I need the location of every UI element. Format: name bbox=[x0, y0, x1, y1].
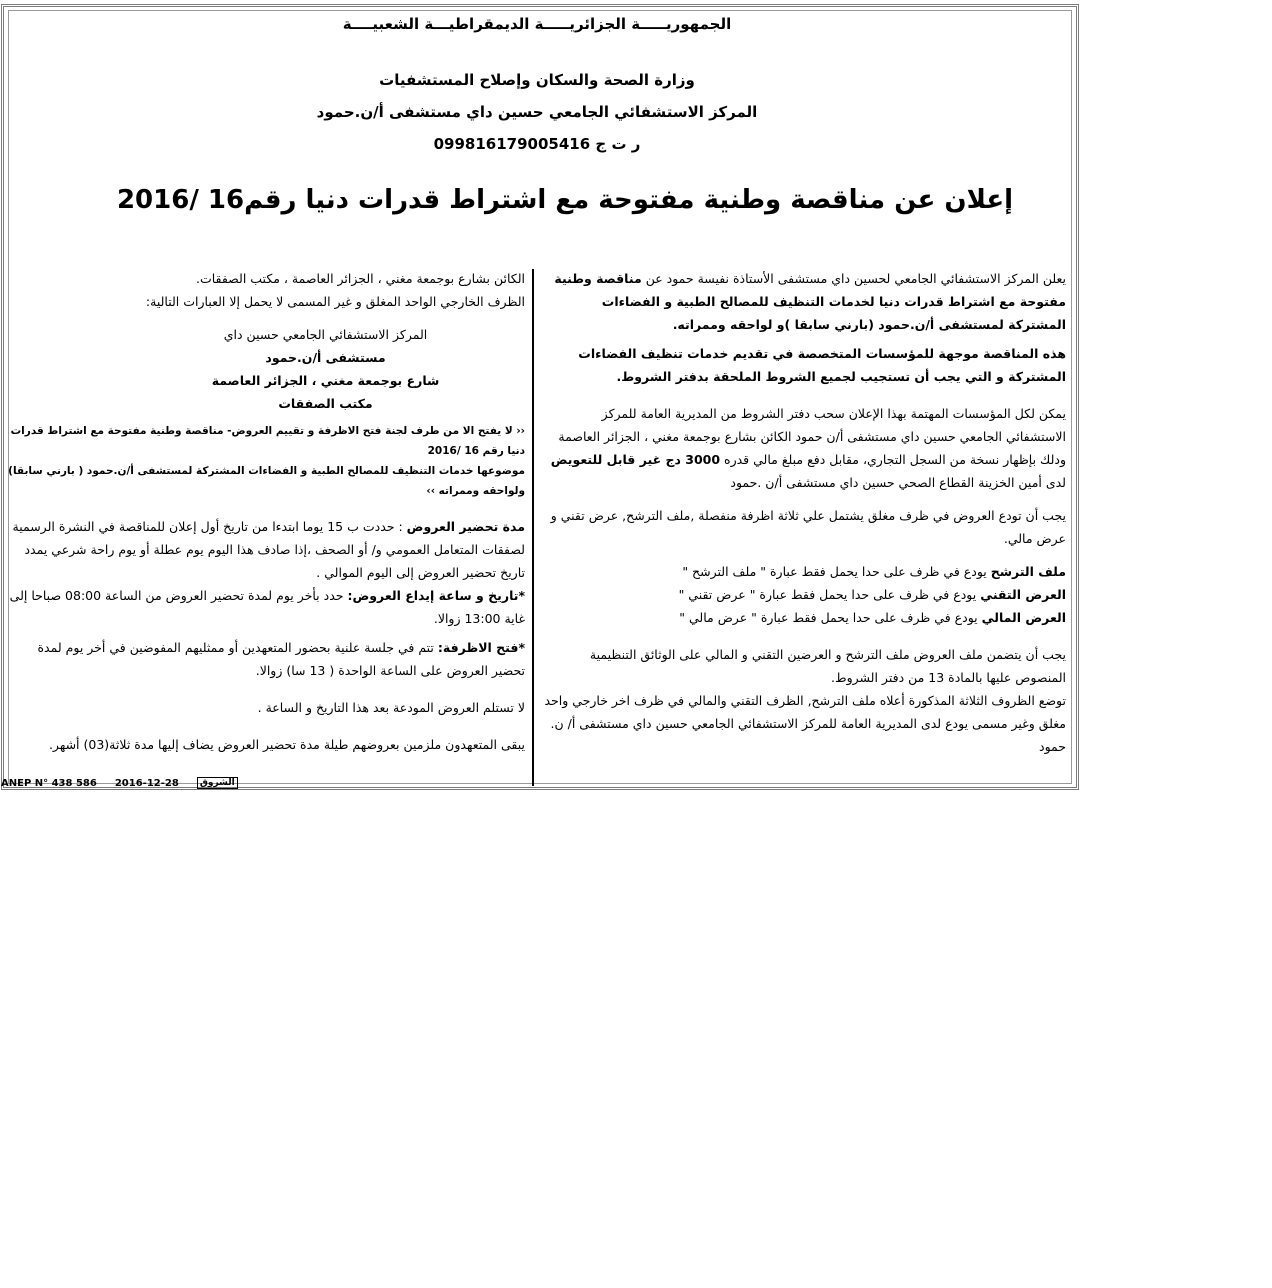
intro-paragraph: يعلن المركز الاستشفائي الجامعي لحسين داي مستشفى الأستاذة نفيسة حمود عن مناقصة وطنية مفتوحة مع اشتراط قدرات دنيا لخدمات التنظيف للمصالح الطبية و الفضاءات المشتركة لمستشفى أ/ن.حمود (بارني سابقا )و لواحقه وممراته. bbox=[554, 271, 1066, 332]
outer-envelope-paragraph: توضع الظروف الثلاثة المذكورة أعلاه ملف الترشح, الظرف التقني والمالي في ظرف اخر خارجي واحد مغلق وغير مسمى يودع لدى المديرية العامة للمركز الاستشفائي الجامعي حسين داي مستشفى أ/ ن. حمود bbox=[544, 693, 1066, 754]
announcement-frame bbox=[1, 4, 1079, 790]
late-offers-notice: لا تستلم العروض المودعة بعد هذا التاريخ و الساعة . bbox=[257, 700, 525, 715]
publication-footer bbox=[1, 776, 238, 790]
envelope-address-block: المركز الاستشفائي الجامعي حسين داي مستشفى أ/ن.حمود شارع بوجمعة مغني ، الجزائر العاصمة مكتب الصفقات bbox=[211, 327, 440, 411]
withdraw-paragraph: يمكن لكل المؤسسات المهتمة بهذا الإعلان سحب دفتر الشروط من المديرية العامة للمركز الاستشفائي الجامعي حسين داي مستشفى أ/ن حمود الكائن بشارع بوجمعة مغني ، الجزائر العاصمة ودلك بإظهار نسخة من السجل التجاري، مقابل دفع مبلغ مالي قدره 3000 دج غير قابل للتعويض لدى أمين الخزينة القطاع الصحي حسين داي مستشفى أ/ن .حمود bbox=[550, 406, 1066, 490]
republic-heading: الجمهوريـــــة الجزائريـــــة الديمقراطيـــة الشعبيــــة bbox=[342, 15, 732, 33]
envelope-financial: العرض المالي يودع في ظرف على حدا يحمل فقط عبارة " عرض مالي " bbox=[679, 610, 1066, 625]
center-heading: المركز الاستشفائي الجامعي حسين داي مستشفى أ/ن.حمود bbox=[316, 103, 758, 121]
tax-id: ر ت ج 099816179005416 bbox=[433, 135, 641, 153]
outer-envelope-label: الظرف الخارجي الواحد المغلق و غير المسمى لا يحمل إلا العبارات التالية: bbox=[145, 294, 525, 309]
validity-notice: يبقى المتعهدون ملزمين بعروضهم طيلة مدة تحضير العروض يضاف إليها مدة ثلاثة(03) أشهر. bbox=[48, 737, 525, 752]
do-not-open-notice-2: موضوعها خدمات التنظيف للمصالح الطبية و الفضاءات المشتركة لمستشفى أ/ن.حمود ( بارني سابقا) ولواحقه وممراته ›› bbox=[8, 465, 525, 497]
newspaper-name: الشروق bbox=[197, 777, 238, 789]
anep-number: ANEP N° 438 586 bbox=[1, 777, 97, 789]
envelopes-paragraph: يجب أن تودع العروض في ظرف مغلق يشتمل علي ثلاثة اظرفة منفصلة ,ملف الترشح, عرض تقني و عرض مالي. bbox=[550, 508, 1066, 546]
ministry-heading: وزارة الصحة والسكان وإصلاح المستشفيات bbox=[379, 71, 695, 89]
left-column bbox=[6, 267, 525, 756]
column-divider bbox=[532, 269, 534, 786]
deposit-date: *تاريخ و ساعة إيداع العروض: حدد بأخر يوم لمدة تحضير العروض من الساعة 08:00 صباحا إلى غاية 13:00 زوالا. bbox=[9, 588, 525, 626]
preparation-duration: مدة تحضير العروض : حددت ب 15 يوما ابتدءا من تاريخ أول إعلان للمناقصة في النشرة الرسمية لصفقات المتعامل العمومي و/ أو الصحف ،إذا صادف هذا اليوم يوم عطلة أو يوم راحة شرعي يمدد تاريخ تحضير العروض إلى اليوم الموالي . bbox=[12, 519, 525, 580]
opening-session: *فتح الاظرفة: تتم في جلسة علنية بحضور المتعهدين أو ممثليهم المفوضين في أخر يوم لمدة تحضير العروض على الساعة الواحدة ( 13 سا) زوالا. bbox=[37, 640, 525, 678]
address-line: الكائن بشارع بوجمعة مغني ، الجزائر العاصمة ، مكتب الصفقات. bbox=[195, 271, 525, 286]
publication-date: 2016-12-28 bbox=[114, 777, 179, 789]
right-column bbox=[544, 267, 1066, 758]
announcement-title: إعلان عن مناقصة وطنية مفتوحة مع اشتراط قدرات دنيا رقم16 /2016 bbox=[116, 185, 1014, 215]
target-paragraph: هذه المناقصة موجهة للمؤسسات المتخصصة في تقديم خدمات تنظيف الفضاءات المشتركة و التي يجب أن تستجيب لجميع الشروط الملحقة بدفتر الشروط. bbox=[578, 346, 1066, 384]
envelope-candidacy: ملف الترشح يودع في ظرف على حدا يحمل فقط عبارة " ملف الترشح " bbox=[682, 564, 1066, 579]
envelope-technical: العرض التقني يودع في ظرف على حدا يحمل فقط عبارة " عرض تقني " bbox=[678, 587, 1066, 602]
do-not-open-notice-1: ‹‹ لا يفتح الا من طرف لجنة فتح الاظرفة و تقييم العروض- مناقصة وطنية مفتوحة مع اشتراط قدرات دنيا رقم 16 /2016 bbox=[10, 425, 525, 457]
file-contents-paragraph: يجب أن يتضمن ملف العروض ملف الترشح و العرضين التقني و المالي على الوثائق التنظيمية المنصوص عليها بالمادة 13 من دفتر الشروط. bbox=[589, 647, 1066, 685]
